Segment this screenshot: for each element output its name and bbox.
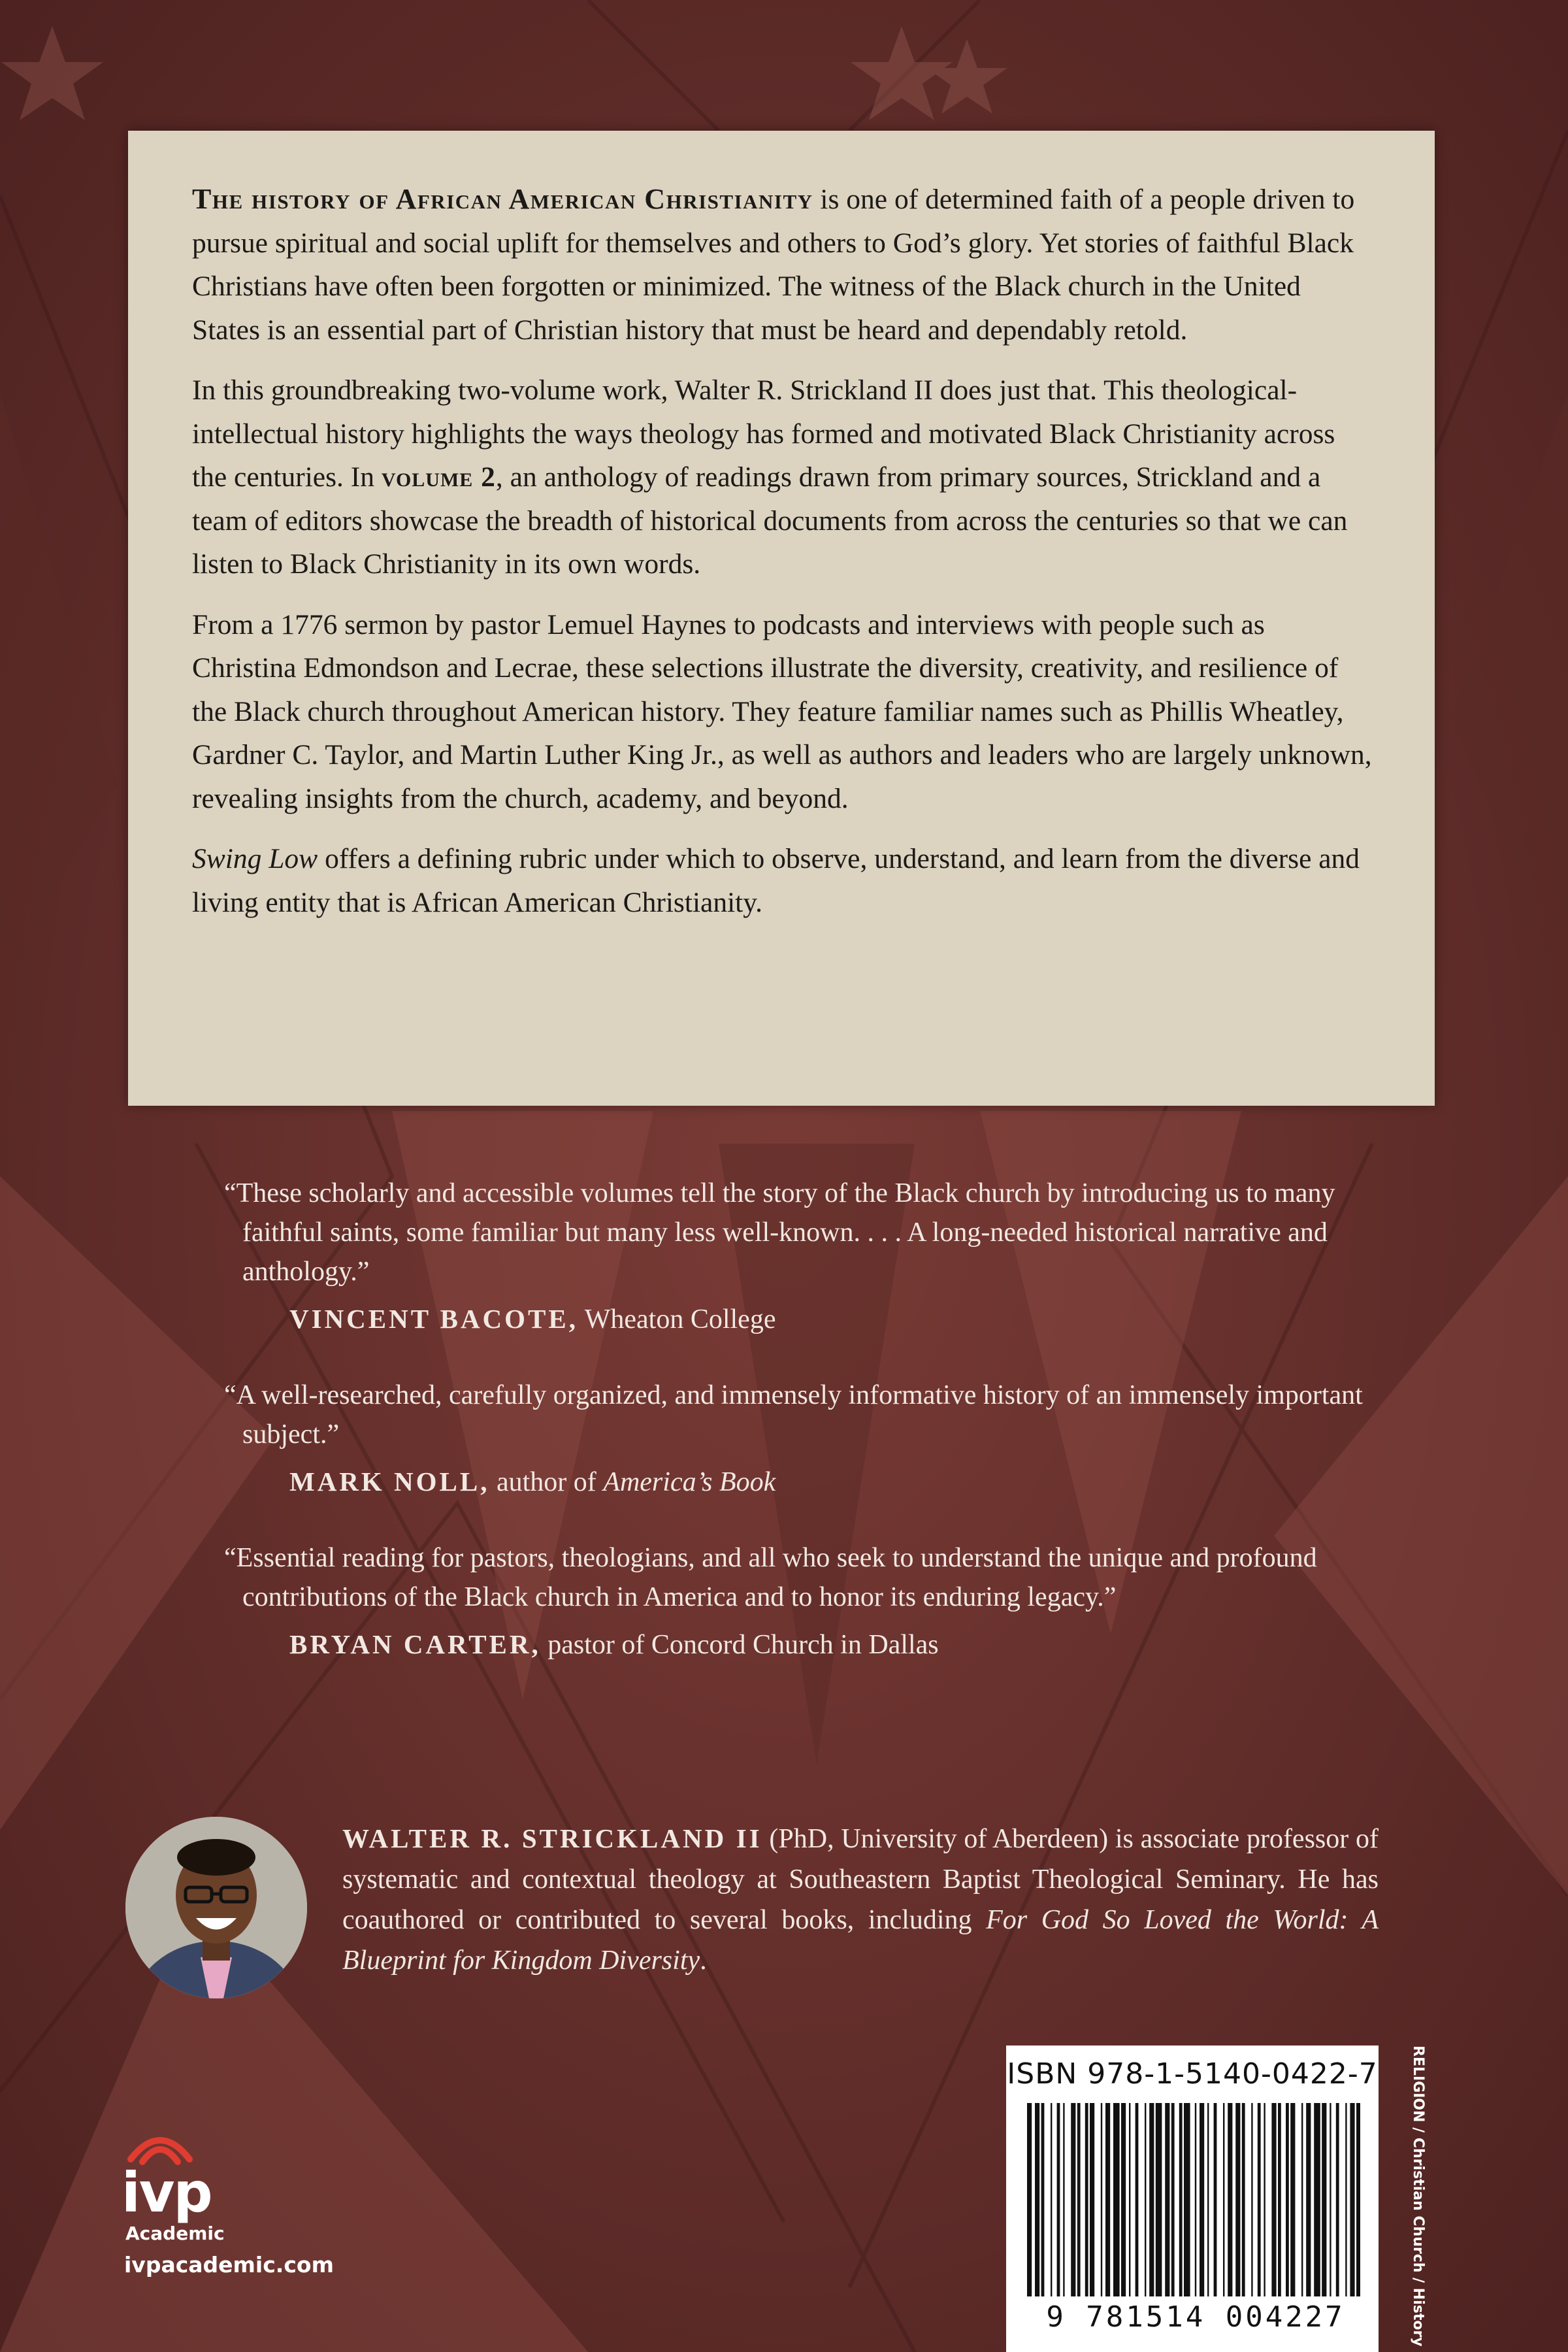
barcode-bar xyxy=(1105,2103,1110,2296)
author-bio: WALTER R. STRICKLAND II (PhD, University of Aberdeen) is associate professor of systematic and contextual theology at Southeastern Baptist Theological Seminary. He has coauthored or contributed to several books, including For God So Loved the World: A Blueprint for Kingdom Diversity. xyxy=(342,1823,1379,1976)
barcode-bar xyxy=(1264,2103,1265,2296)
barcode-bar xyxy=(1035,2103,1039,2296)
author-name: WALTER R. STRICKLAND II xyxy=(342,1823,762,1853)
barcode-bar xyxy=(1200,2103,1204,2296)
description-paragraph-4: Swing Low offers a defining rubric under which to observe, understand, and learn from the diverse and living entity that is African American Christianity. xyxy=(192,843,1360,918)
barcode-bar xyxy=(1278,2103,1281,2296)
description-panel xyxy=(128,131,1435,1106)
endorsement-quote: “A well-researched, carefully organized, and immensely informative history of an immensely important subject.” xyxy=(224,1380,1363,1449)
barcode-bar xyxy=(1301,2103,1303,2296)
barcode-bar xyxy=(1336,2103,1339,2296)
barcode-bar xyxy=(1242,2103,1245,2296)
barcode-bar xyxy=(1077,2103,1081,2296)
endorsement xyxy=(224,1174,1380,1338)
barcode-bar xyxy=(1207,2103,1209,2296)
barcode-bar xyxy=(1165,2103,1169,2296)
barcode-bar xyxy=(1314,2103,1320,2296)
barcode-bar xyxy=(1101,2103,1102,2296)
category-label: RELIGION / Christian Church / History xyxy=(1410,2046,1426,2347)
endorsement xyxy=(224,1376,1380,1500)
endorsement-attribution: BRYAN CARTER, pastor of Concord Church in Dallas xyxy=(289,1629,939,1660)
barcode-bar xyxy=(1271,2103,1276,2296)
barcode-bar xyxy=(1135,2103,1139,2296)
description-paragraph-2: In this groundbreaking two-volume work, Walter R. Strickland II does just that. This theological-intellectual history highlights the ways theology has formed and motivated Black Christianity across the centuries. In volume 2, an anthology of readings drawn from primary sources, Strickland and a team of editors showcase the breadth of historical documents from across the centuries so that we can listen to Black Christianity in its own words. xyxy=(192,374,1348,580)
publisher-logo-wordmark: ivp xyxy=(122,2161,212,2225)
barcode-bar xyxy=(1156,2103,1162,2296)
barcode-bar xyxy=(1129,2103,1130,2296)
barcode-bar xyxy=(1228,2103,1232,2296)
barcode xyxy=(1006,2046,1379,2352)
barcode-bar xyxy=(1258,2103,1261,2296)
endorsement xyxy=(224,1538,1380,1663)
barcode-bar xyxy=(1149,2103,1154,2296)
book-title: Swing Low xyxy=(192,843,318,874)
endorsement-attribution: VINCENT BACOTE, Wheaton College xyxy=(289,1304,776,1334)
barcode-bar xyxy=(1027,2103,1032,2296)
barcode-bar xyxy=(1330,2103,1331,2296)
endorsements xyxy=(224,1174,1380,1701)
endorser-name: VINCENT BACOTE, xyxy=(289,1304,578,1334)
barcode-bar xyxy=(1051,2103,1052,2296)
barcode-bar xyxy=(1235,2103,1240,2296)
description-paragraph-1: The history of African American Christianity is one of determined faith of a people driven to pursue spiritual and social uplift for themselves and others to God’s glory. Yet stories of faithful Black Christians have often been forgotten or minimized. The witness of the Black church in the United States is an essential part of Christian history that must be heard and dependably retold. xyxy=(192,183,1355,346)
barcode-bar xyxy=(1345,2103,1347,2296)
barcode-bar xyxy=(1145,2103,1146,2296)
barcode-bar xyxy=(1113,2103,1120,2296)
barcode-bar xyxy=(1214,2103,1217,2296)
barcode-bars xyxy=(1024,2103,1360,2296)
barcode-bar xyxy=(1085,2103,1088,2296)
publisher-website: ivpacademic.com xyxy=(124,2252,334,2277)
barcode-bar xyxy=(1121,2103,1126,2296)
endorser-name: BRYAN CARTER, xyxy=(289,1629,541,1659)
isbn-label: ISBN 978-1-5140-0422-7 xyxy=(1007,2057,1378,2091)
volume-label: volume 2 xyxy=(381,461,496,493)
barcode-bar xyxy=(1090,2103,1094,2296)
author-book-title: For God So Loved the World: A Blueprint for Kingdom Diversity xyxy=(342,1905,1379,1976)
publisher-imprint: Academic xyxy=(125,2223,225,2244)
endorsement-quote: “These scholarly and accessible volumes tell the story of the Black church by introducing us to many faithful saints, some familiar but many less well-known. . . . A long-needed historical narrative and anthology.” xyxy=(224,1178,1335,1287)
barcode-bar xyxy=(1290,2103,1295,2296)
barcode-bar xyxy=(1071,2103,1075,2296)
barcode-bar xyxy=(1350,2103,1354,2296)
barcode-bar xyxy=(1171,2103,1175,2296)
barcode-bar xyxy=(1063,2103,1064,2296)
barcode-bar xyxy=(1057,2103,1060,2296)
endorsement-quote: “Essential reading for pastors, theologians, and all who seek to understand the unique and profound contributions of the Black church in America and to honor its enduring legacy.” xyxy=(224,1543,1317,1612)
barcode-bar xyxy=(1195,2103,1196,2296)
barcode-digits: 9 781514 004227 xyxy=(1046,2300,1345,2334)
endorsement-attribution: MARK NOLL, author of America’s Book xyxy=(289,1466,776,1497)
barcode-bar xyxy=(1322,2103,1326,2296)
endorser-name: MARK NOLL, xyxy=(289,1466,490,1497)
barcode-bar xyxy=(1041,2103,1045,2296)
barcode-bar xyxy=(1184,2103,1190,2296)
barcode-bar xyxy=(1223,2103,1224,2296)
lead-phrase: The history of African American Christianity xyxy=(192,183,813,215)
barcode-bar xyxy=(1286,2103,1289,2296)
barcode-bar xyxy=(1306,2103,1311,2296)
barcode-bar xyxy=(1251,2103,1252,2296)
description-paragraph-3: From a 1776 sermon by pastor Lemuel Haynes to podcasts and interviews with people such as Christina Edmondson and Lecrae, these selections illustrate the diversity, creativity, and resilience of the Black church throughout American history. They feature familiar names such as Phillis Wheatley, Gardner C. Taylor, and Martin Luther King Jr., as well as authors and leaders who are largely unknown, revealing insights from the church, academy, and beyond. xyxy=(192,608,1372,814)
author-photo xyxy=(125,1817,307,1998)
barcode-bar xyxy=(1179,2103,1183,2296)
barcode-bar xyxy=(1356,2103,1360,2296)
